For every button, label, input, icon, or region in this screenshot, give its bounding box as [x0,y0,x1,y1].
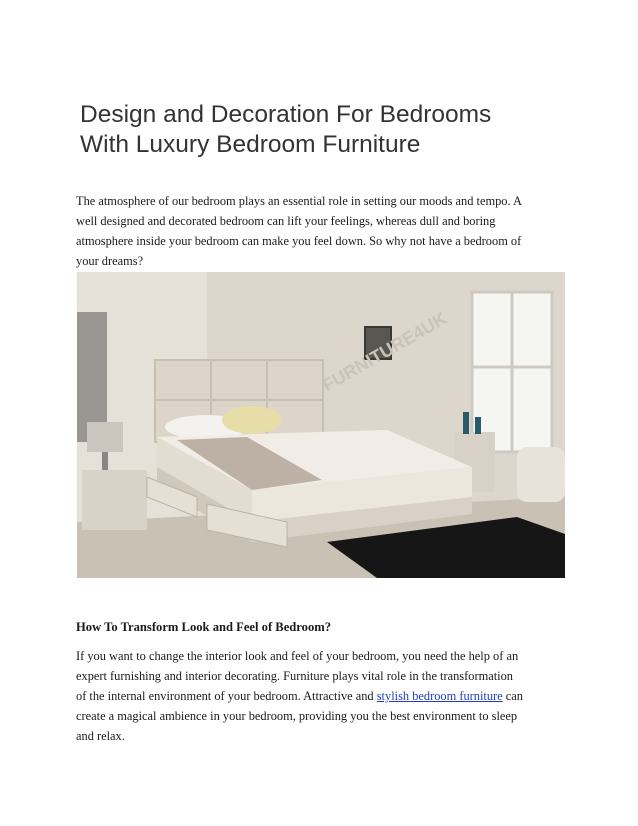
body-line: create a magical ambience in your bedroom, providing you the best environment to sleep [76,709,518,723]
body-line-tail: can [502,689,523,703]
body-line-text: of the internal environment of your bedroom. Attractive and [76,689,377,703]
body-line: and relax. [76,729,125,743]
stylish-bedroom-furniture-link[interactable]: stylish bedroom furniture [376,689,503,703]
intro-line: your dreams? [76,254,144,268]
intro-line: atmosphere inside your bedroom can make you feel down. So why not have a bedroom of [76,234,522,248]
body-line-with-link [76,686,576,706]
intro-paragraph [76,191,576,271]
intro-line: The atmosphere of our bedroom plays an essential role in setting our moods and tempo. A [76,194,522,208]
section-heading: How To Transform Look and Feel of Bedroom? [76,620,332,634]
photo-watermark: FURNITURE4UK [319,308,451,396]
intro-line: well designed and decorated bedroom can lift your feelings, whereas dull and boring [76,214,496,228]
bedroom-photo [77,272,565,578]
title-line-2: With Luxury Bedroom Furniture [80,131,421,158]
body-paragraph [76,646,576,746]
body-line: If you want to change the interior look and feel of your bedroom, you need the help of an [76,649,519,663]
body-line: expert furnishing and interior decorating. Furniture plays vital role in the transformation [76,669,513,683]
page-title [80,100,600,160]
title-line-1: Design and Decoration For Bedrooms [80,101,492,128]
